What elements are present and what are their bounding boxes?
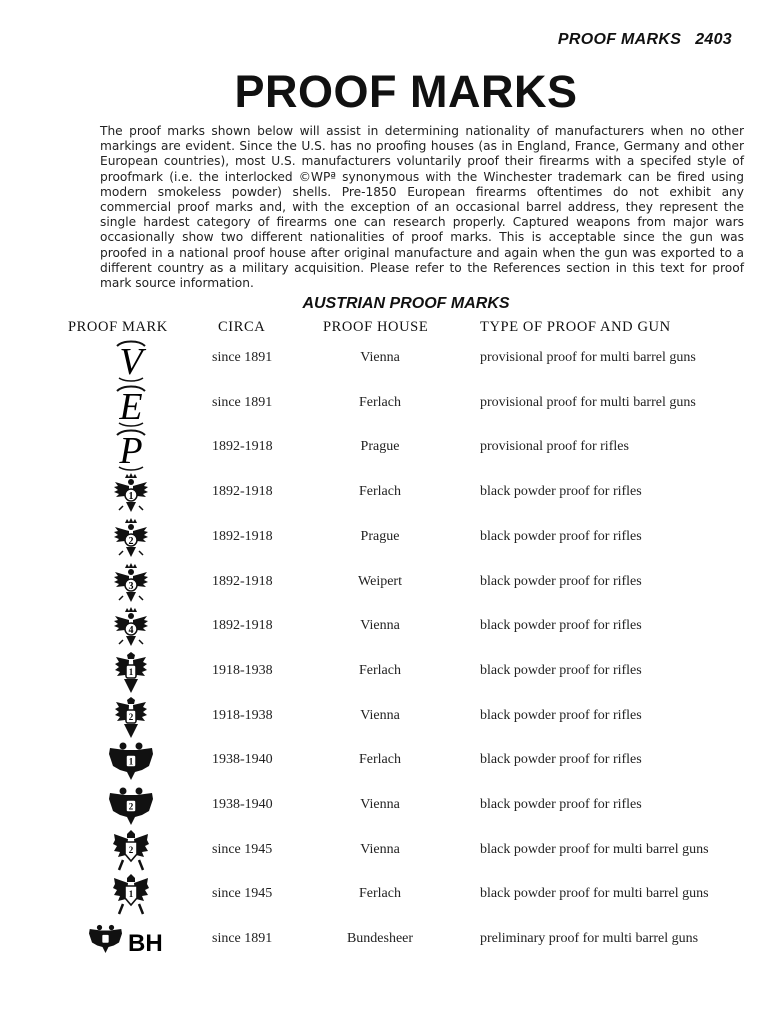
cell-type: preliminary proof for multi barrel guns bbox=[480, 931, 699, 947]
svg-text:4: 4 bbox=[128, 625, 134, 637]
svg-text:2: 2 bbox=[128, 535, 134, 547]
svg-text:1: 1 bbox=[128, 491, 134, 503]
svg-text:P: P bbox=[119, 430, 143, 472]
section-title: AUSTRIAN PROOF MARKS bbox=[302, 295, 510, 312]
table-row bbox=[0, 740, 768, 784]
table-row bbox=[0, 874, 768, 918]
table-row bbox=[0, 472, 768, 516]
cell-proof-house: Ferlach bbox=[359, 662, 401, 678]
cell-type: black powder proof for rifles bbox=[480, 707, 642, 723]
cell-type: provisional proof for rifles bbox=[480, 439, 629, 455]
svg-text:3: 3 bbox=[128, 580, 134, 592]
column-header-circa: CIRCA bbox=[218, 319, 266, 335]
table-row bbox=[0, 338, 768, 382]
cell-type: black powder proof for rifles bbox=[480, 528, 642, 544]
eagle-numeral-icon bbox=[105, 696, 157, 740]
crowned-eagle-numeral-icon bbox=[105, 606, 157, 650]
double-eagle-numeral-icon bbox=[105, 740, 157, 784]
script-e-monogram-icon bbox=[105, 383, 157, 427]
script-p-monogram-icon bbox=[105, 427, 157, 471]
table-row bbox=[0, 606, 768, 650]
cell-circa: since 1945 bbox=[212, 886, 273, 902]
cell-proof-house: Weipert bbox=[358, 573, 402, 589]
script-v-monogram-icon bbox=[105, 338, 157, 382]
cell-proof-house: Ferlach bbox=[359, 394, 401, 410]
table-row bbox=[0, 562, 768, 606]
table-row bbox=[0, 785, 768, 829]
svg-text:BH: BH bbox=[128, 930, 163, 958]
double-eagle-bh-icon bbox=[86, 919, 174, 963]
cell-type: black powder proof for rifles bbox=[480, 573, 642, 589]
eagle-shield-numeral-icon bbox=[105, 830, 157, 874]
crowned-eagle-numeral-icon bbox=[105, 562, 157, 606]
table-row bbox=[0, 696, 768, 740]
cell-circa: 1892-1918 bbox=[212, 618, 273, 634]
cell-type: provisional proof for multi barrel guns bbox=[480, 394, 696, 410]
cell-type: provisional proof for multi barrel guns bbox=[480, 350, 696, 365]
cell-circa: 1918-1938 bbox=[212, 662, 273, 678]
cell-type: black powder proof for rifles bbox=[480, 797, 642, 812]
cell-proof-house: Prague bbox=[360, 439, 400, 455]
cell-circa: 1938-1940 bbox=[212, 752, 273, 768]
cell-proof-house: Bundesheer bbox=[346, 931, 414, 947]
cell-circa: 1918-1938 bbox=[212, 707, 273, 723]
cell-proof-house: Vienna bbox=[360, 841, 400, 857]
cell-proof-house: Vienna bbox=[360, 350, 400, 365]
cell-proof-house: Ferlach bbox=[359, 752, 401, 768]
cell-circa: since 1945 bbox=[212, 841, 273, 857]
cell-circa: since 1891 bbox=[212, 931, 273, 947]
eagle-numeral-icon bbox=[105, 651, 157, 695]
table-row bbox=[0, 919, 768, 963]
svg-text:2: 2 bbox=[128, 711, 134, 722]
table-row bbox=[0, 517, 768, 561]
column-header-type: TYPE OF PROOF AND GUN bbox=[480, 319, 671, 335]
crowned-eagle-numeral-icon bbox=[105, 472, 157, 516]
cell-circa: 1938-1940 bbox=[212, 797, 273, 812]
cell-proof-house: Vienna bbox=[360, 797, 400, 812]
cell-proof-house: Prague bbox=[360, 528, 400, 544]
cell-circa: 1892-1918 bbox=[212, 484, 273, 500]
cell-type: black powder proof for rifles bbox=[480, 618, 642, 634]
cell-type: black powder proof for rifles bbox=[480, 752, 642, 768]
running-head-section: PROOF MARKS bbox=[557, 31, 682, 48]
eagle-shield-numeral-icon bbox=[105, 874, 157, 918]
table-row bbox=[0, 651, 768, 695]
cell-proof-house: Vienna bbox=[360, 707, 400, 723]
crowned-eagle-numeral-icon bbox=[105, 517, 157, 561]
table-row bbox=[0, 427, 768, 471]
cell-circa: since 1891 bbox=[212, 350, 273, 365]
cell-circa: 1892-1918 bbox=[212, 528, 273, 544]
cell-type: black powder proof for multi barrel guns bbox=[480, 841, 709, 857]
svg-text:1: 1 bbox=[128, 756, 134, 767]
cell-circa: 1892-1918 bbox=[212, 439, 273, 455]
page-number: 2403 bbox=[695, 31, 732, 48]
page-title: PROOF MARKS bbox=[234, 66, 578, 117]
cell-type: black powder proof for multi barrel guns bbox=[480, 886, 709, 902]
svg-text:V: V bbox=[119, 341, 143, 382]
cell-proof-house: Ferlach bbox=[359, 484, 401, 500]
table-row bbox=[0, 383, 768, 427]
cell-proof-house: Vienna bbox=[360, 618, 400, 634]
table-row bbox=[0, 830, 768, 874]
svg-text:1: 1 bbox=[128, 666, 134, 677]
cell-type: black powder proof for rifles bbox=[480, 662, 642, 678]
cell-circa: 1892-1918 bbox=[212, 573, 273, 589]
svg-text:2: 2 bbox=[128, 801, 134, 812]
cell-proof-house: Ferlach bbox=[359, 886, 401, 902]
svg-text:1: 1 bbox=[128, 889, 134, 900]
cell-type: black powder proof for rifles bbox=[480, 484, 642, 500]
intro-paragraph: The proof marks shown below will assist in determining nationality of manufacturers when no other markings are evident. Since the U.S. has no proofing houses (as in England, France, Germany and other European countries), most U.S. manufacturers voluntarily proof their firearms with a specifed style of proofmark (i.e. the interlocked ©WPª synonymous with the Winchester trademark can be fired using modern smokeless powder) shells. Pre-1850 European firearms oftentimes do not exhibit any commercial proof marks and, with the exception of an occasional barrel address, they represent the single hardest category of firearms one can research properly. Captured weapons from major wars occasionally show two different nationalities of proof marks. This is acceptable since the gun was proofed in a national proof house after original manufacture and again when the gun was exported to a different country as a military acquisition. Please refer to the References section in this text for proof mark source information. bbox=[100, 124, 744, 291]
cell-circa: since 1891 bbox=[212, 394, 273, 410]
svg-text:E: E bbox=[119, 385, 143, 427]
column-header-proof-mark: PROOF MARK bbox=[68, 319, 168, 335]
svg-text:2: 2 bbox=[128, 844, 134, 855]
running-head bbox=[558, 31, 732, 49]
column-header-proof-house: PROOF HOUSE bbox=[323, 319, 429, 335]
double-eagle-numeral-icon bbox=[105, 785, 157, 829]
